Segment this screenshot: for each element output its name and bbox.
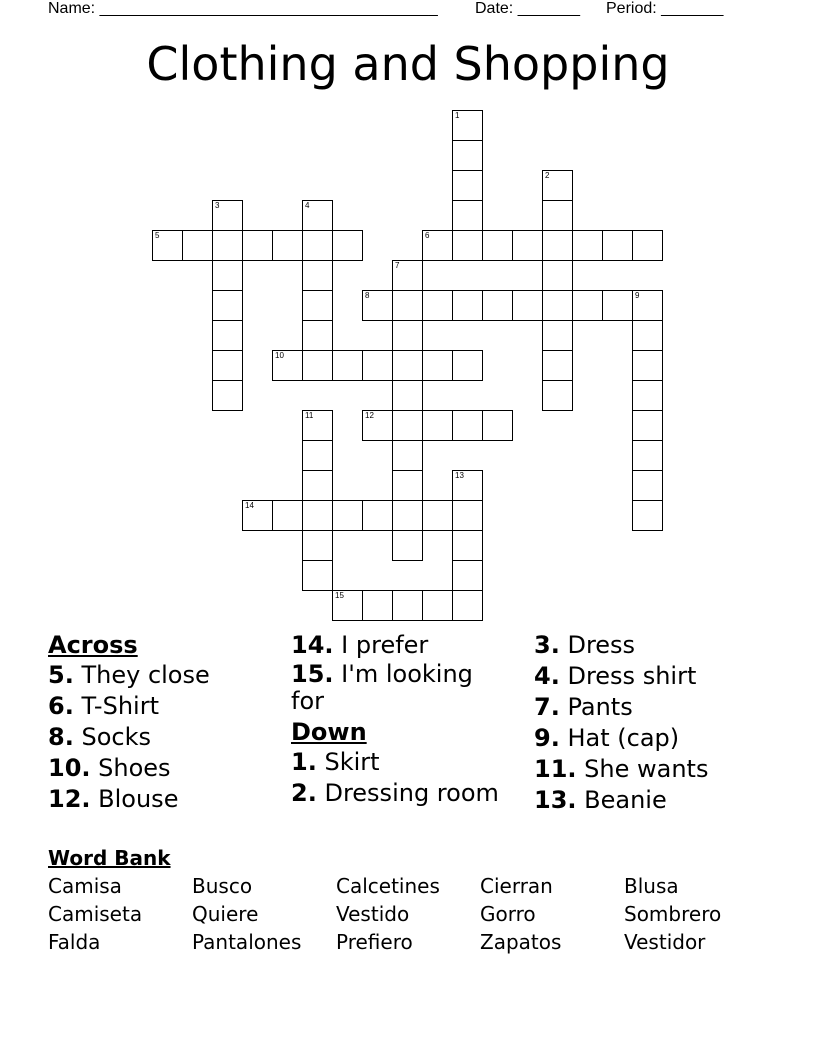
clue-number: 2 — [545, 171, 550, 180]
word-bank-item: Zapatos — [480, 930, 562, 954]
crossword-cell[interactable] — [302, 230, 333, 261]
clue-number: 10 — [275, 351, 284, 360]
crossword-cell[interactable] — [452, 410, 483, 441]
crossword-cell[interactable] — [332, 500, 363, 531]
crossword-cell[interactable] — [302, 530, 333, 561]
crossword-cell[interactable] — [272, 500, 303, 531]
clue-down-7: 7. Pants — [534, 693, 633, 721]
clue-number: 4 — [305, 201, 310, 210]
crossword-cell[interactable] — [452, 590, 483, 621]
crossword-cell[interactable] — [482, 230, 513, 261]
crossword-cell[interactable] — [272, 350, 303, 381]
crossword-cell[interactable] — [392, 320, 423, 351]
crossword-cell[interactable] — [452, 140, 483, 171]
clue-down-13: 13. Beanie — [534, 786, 667, 814]
crossword-cell[interactable] — [272, 230, 303, 261]
crossword-cell[interactable] — [542, 200, 573, 231]
crossword-cell[interactable] — [452, 290, 483, 321]
crossword-cell[interactable] — [362, 590, 393, 621]
crossword-cell[interactable] — [392, 260, 423, 291]
crossword-cell[interactable] — [182, 230, 213, 261]
clue-down-3: 3. Dress — [534, 631, 636, 659]
crossword-cell[interactable] — [362, 350, 393, 381]
clues-column-2 — [291, 630, 501, 809]
crossword-cell[interactable] — [452, 500, 483, 531]
clue-across-12: 12. Blouse — [48, 785, 179, 813]
crossword-cell[interactable] — [452, 470, 483, 501]
crossword-cell[interactable] — [392, 440, 423, 471]
crossword-cell[interactable] — [302, 560, 333, 591]
word-bank-item: Blusa — [624, 874, 679, 898]
clue-number: 11 — [305, 411, 314, 420]
word-bank-item: Calcetines — [336, 874, 440, 898]
crossword-cell[interactable] — [212, 260, 243, 291]
clue-number: 14 — [245, 501, 254, 510]
date-field-label: Date: _______ — [475, 0, 580, 17]
page-title: Clothing and Shopping — [146, 37, 670, 91]
crossword-cell[interactable] — [392, 350, 423, 381]
crossword-cell[interactable] — [212, 380, 243, 411]
clue-down-1: 1. Skirt — [291, 748, 380, 776]
crossword-cell[interactable] — [542, 230, 573, 261]
crossword-cell[interactable] — [302, 320, 333, 351]
clues-column-1 — [48, 630, 288, 815]
crossword-cell[interactable] — [212, 290, 243, 321]
crossword-cell[interactable] — [332, 590, 363, 621]
clue-down-2: 2. Dressing room — [291, 779, 499, 807]
crossword-cell[interactable] — [302, 410, 333, 441]
crossword-cell[interactable] — [632, 500, 663, 531]
clue-down-4: 4. Dress shirt — [534, 662, 697, 690]
crossword-cell[interactable] — [302, 260, 333, 291]
crossword-cell[interactable] — [542, 380, 573, 411]
crossword-cell[interactable] — [482, 290, 513, 321]
down-heading: Down — [291, 718, 367, 746]
crossword-cell[interactable] — [542, 260, 573, 291]
word-bank-item: Pantalones — [192, 930, 302, 954]
crossword-cell[interactable] — [572, 230, 603, 261]
clue-number: 6 — [425, 231, 430, 240]
clue-number: 8 — [365, 291, 370, 300]
crossword-cell[interactable] — [512, 230, 543, 261]
crossword-cell[interactable] — [422, 410, 453, 441]
crossword-cell[interactable] — [632, 290, 663, 321]
crossword-cell[interactable] — [422, 500, 453, 531]
crossword-cell[interactable] — [542, 170, 573, 201]
crossword-cell[interactable] — [452, 350, 483, 381]
clues-column-3 — [534, 630, 794, 816]
clue-number: 9 — [635, 291, 640, 300]
word-bank-item: Gorro — [480, 902, 536, 926]
crossword-cell[interactable] — [302, 200, 333, 231]
crossword-cell[interactable] — [302, 350, 333, 381]
clue-across-6: 6. T-Shirt — [48, 692, 159, 720]
clue-number: 15 — [335, 591, 344, 600]
crossword-cell[interactable] — [152, 230, 183, 261]
crossword-cell[interactable] — [422, 350, 453, 381]
crossword-cell[interactable] — [632, 470, 663, 501]
crossword-cell[interactable] — [422, 590, 453, 621]
crossword-cell[interactable] — [212, 230, 243, 261]
name-field-label: Name: ______________________________________ — [48, 0, 438, 17]
crossword-cell[interactable] — [392, 380, 423, 411]
clue-number: 7 — [395, 261, 400, 270]
crossword-cell[interactable] — [452, 530, 483, 561]
crossword-cell[interactable] — [512, 290, 543, 321]
crossword-cell[interactable] — [422, 290, 453, 321]
crossword-cell[interactable] — [632, 320, 663, 351]
crossword-cell[interactable] — [392, 470, 423, 501]
clue-across-10: 10. Shoes — [48, 754, 171, 782]
crossword-cell[interactable] — [632, 410, 663, 441]
crossword-cell[interactable] — [542, 320, 573, 351]
crossword-cell[interactable] — [632, 350, 663, 381]
crossword-cell[interactable] — [332, 350, 363, 381]
crossword-cell[interactable] — [452, 200, 483, 231]
word-bank-item: Busco — [192, 874, 253, 898]
word-bank-item: Vestido — [336, 902, 410, 926]
clue-number: 13 — [455, 471, 464, 480]
crossword-cell[interactable] — [392, 530, 423, 561]
word-bank-item: Prefiero — [336, 930, 413, 954]
crossword-cell[interactable] — [452, 230, 483, 261]
crossword-cell[interactable] — [302, 500, 333, 531]
crossword-cell[interactable] — [392, 590, 423, 621]
crossword-cell[interactable] — [482, 410, 513, 441]
word-bank-item: Camiseta — [48, 902, 143, 926]
word-bank-item: Camisa — [48, 874, 122, 898]
crossword-cell[interactable] — [602, 230, 633, 261]
crossword-cell[interactable] — [572, 290, 603, 321]
clue-number: 1 — [455, 111, 460, 120]
word-bank-item: Cierran — [480, 874, 553, 898]
clue-down-9: 9. Hat (cap) — [534, 724, 680, 752]
clue-down-11: 11. She wants — [534, 755, 709, 783]
clue-number: 5 — [155, 231, 160, 240]
crossword-cell[interactable] — [392, 500, 423, 531]
crossword-cell[interactable] — [212, 200, 243, 231]
crossword-cell[interactable] — [242, 500, 273, 531]
clue-across-15: 15. I'm looking for — [291, 660, 473, 715]
clue-across-5: 5. They close — [48, 661, 210, 689]
word-bank-title: Word Bank — [48, 846, 171, 870]
crossword-cell[interactable] — [452, 110, 483, 141]
clue-across-14: 14. I prefer — [291, 631, 429, 659]
crossword-cell[interactable] — [632, 230, 663, 261]
word-bank-item: Vestidor — [624, 930, 706, 954]
crossword-cell[interactable] — [602, 290, 633, 321]
crossword-cell[interactable] — [362, 500, 393, 531]
crossword-cell[interactable] — [212, 320, 243, 351]
clue-number: 3 — [215, 201, 220, 210]
crossword-cell[interactable] — [212, 350, 243, 381]
across-heading: Across — [48, 631, 138, 659]
crossword-cell[interactable] — [542, 350, 573, 381]
word-bank-item: Sombrero — [624, 902, 722, 926]
crossword-cell[interactable] — [302, 440, 333, 471]
crossword-cell[interactable] — [392, 410, 423, 441]
crossword-cell[interactable] — [302, 290, 333, 321]
crossword-cell[interactable] — [332, 230, 363, 261]
crossword-cell[interactable] — [632, 380, 663, 411]
crossword-cell[interactable] — [302, 470, 333, 501]
period-field-label: Period: _______ — [606, 0, 724, 17]
crossword-cell[interactable] — [242, 230, 273, 261]
crossword-cell[interactable] — [422, 230, 453, 261]
crossword-cell[interactable] — [542, 290, 573, 321]
crossword-cell[interactable] — [632, 440, 663, 471]
crossword-cell[interactable] — [392, 290, 423, 321]
clue-across-8: 8. Socks — [48, 723, 151, 751]
clue-number: 12 — [365, 411, 374, 420]
crossword-cell[interactable] — [452, 170, 483, 201]
word-bank-item: Quiere — [192, 902, 259, 926]
crossword-cell[interactable] — [362, 410, 393, 441]
crossword-cell[interactable] — [362, 290, 393, 321]
word-bank-item: Falda — [48, 930, 101, 954]
crossword-cell[interactable] — [452, 560, 483, 591]
